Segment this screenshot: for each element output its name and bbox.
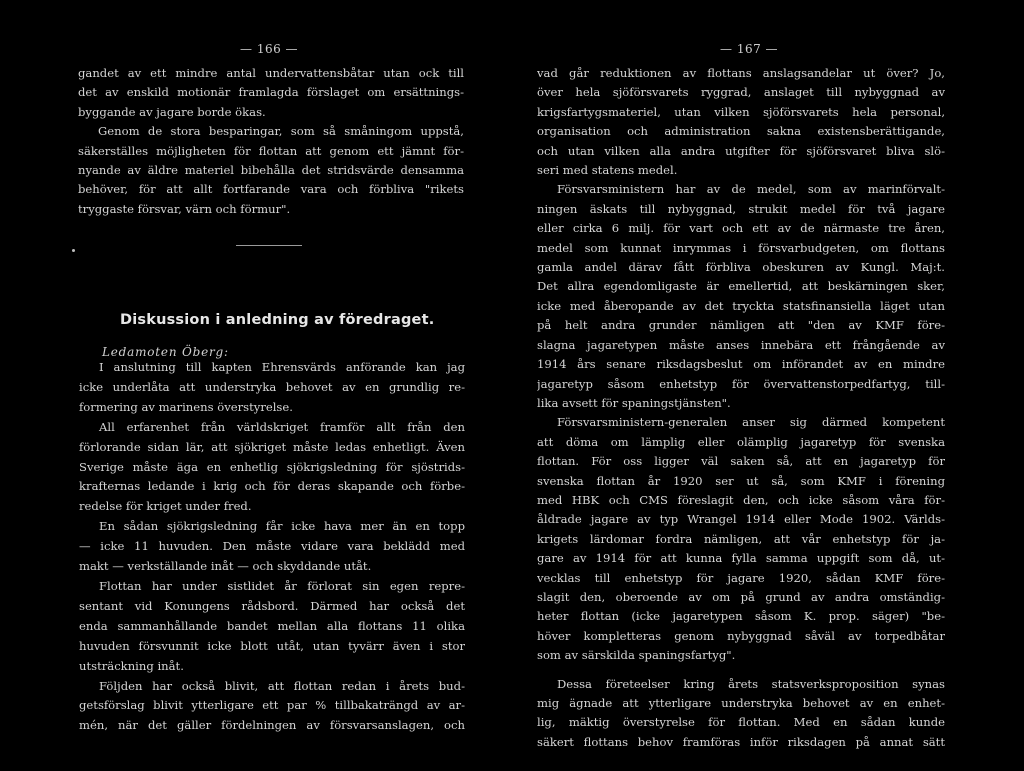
text-line: vecklas till enhetstyp för jagare 1920, sådan KMF före- [537,570,945,585]
text-line: mig ägnade att ytterligare understryka behovet av en enhet- [537,696,945,710]
text-line: sentant vid Konungens rådsbord. Därmed har också det [79,598,465,613]
text-line: — icke 11 huvuden. Den måste vidare vara beklädd med [79,539,465,554]
text-line: En sådan sjökrigsledning får icke hava mer än en topp [99,519,465,534]
text-line: gandet av ett mindre antal undervattensbåtar utan ock till [78,66,464,80]
text-line: Sverige måste äga en enhetlig sjökrigsledning för sjöstrids- [79,459,465,474]
page-number-left: — 166 — [240,42,299,56]
text-line: icke underlåta att understryka behovet av en grundlig re- [79,379,465,394]
text-line: eller cirka 6 milj. för vart och ett av de närmaste tre åren, [537,221,945,236]
page-number-right: — 167 — [720,42,779,56]
text-line: heter flottan (icke jagaretypen såsom K. prop. säger) "be- [537,609,945,624]
text-line: mén, när det gäller fördelningen av försvarsanslagen, och [79,718,465,733]
text-line: Försvarsministern har av de medel, som av marinförvalt- [557,182,945,197]
speaker-name: Ledamoten Öberg: [102,345,229,359]
text-line: att döma om lämplig eller olämplig jagaretyp för svenska [537,434,945,449]
text-line: krigsfartygsmateriel, utan vilken sjöförsvarets hela personal, [537,104,945,119]
text-line: krigets lärdomar fordra nämligen, att vår enhetstyp för ja- [537,531,945,546]
text-line: enda sammanhållande bandet mellan alla flottans 11 olika [79,618,465,633]
text-line: nyande av äldre materiel bibehålla det stridsvärde densamma [78,163,464,178]
text-line: seri med statens medel. [537,163,678,178]
text-line: förlorande sidan lär, att sjökriget måste ledas enhetligt. Även [79,439,465,454]
text-line: behöver, för att allt fortfarande vara och förbliva "rikets [78,182,464,197]
text-line: krafternas ledande i krig och för deras skapande och förbe- [79,479,465,494]
text-line: ningen äskats till nybyggnad, strukit medel för två jagare [537,201,945,216]
left-intro-text [78,64,464,219]
right-body-text [537,64,945,752]
scan-speck [72,249,75,252]
text-line: jagaretyp såsom enhetstyp för övervattenstorpedfartyg, till- [537,376,945,391]
text-line: flottan. För oss ligger väl saken så, att en jagaretyp för [537,454,945,469]
text-line: redelse för kriget under fred. [79,499,252,514]
text-line: svenska flottan år 1920 ser ut så, som KMF i förening [537,473,945,488]
text-line: Följden har också blivit, att flottan redan i årets bud- [99,678,465,693]
text-line: Dessa företeelser kring årets statsverksproposition synas [557,676,945,691]
text-line: utsträckning inåt. [79,658,184,673]
text-line: höver kompletteras genom nybyggnad såväl av torpedbåtar [537,628,945,643]
text-line: säkerställes möjligheten för flottan att genom ett jämnt för- [78,143,464,158]
text-line: lig, mäktig överstyrelse för flottan. Med en sådan kunde [537,715,945,730]
text-line: getsförslag blivit ytterligare ett par % tillbakaträngd av ar- [79,698,465,713]
text-line: Genom de stora besparingar, som så småningom uppstå, [98,124,464,139]
section-divider [236,245,302,246]
text-line: gare av 1914 för att kunna fylla samma uppgift som då, ut- [537,551,945,566]
text-line: Flottan har under sistlidet år förlorat sin egen repre- [99,578,465,593]
section-heading: Diskussion i anledning av föredraget. [120,312,435,328]
text-line: över hela sjöförsvarets ryggrad, anslaget till nybyggnad av [537,85,945,100]
left-body-text [79,358,465,736]
text-line: Det allra egendomligaste är emellertid, att beskärningen sker, [537,279,945,294]
text-line: All erfarenhet från världskriget framför allt från den [99,419,465,434]
text-line: makt — verkställande inåt — och skyddande utåt. [79,559,372,574]
right-page [512,0,1024,771]
text-line: slagna jagaretypen måste anses innebära ett frångående av [537,337,945,352]
text-line: Försvarsministern-generalen anser sig därmed kompetent [557,415,945,430]
text-line: slagit den, oberoende av om på grund av andra omständig- [537,589,945,604]
text-line: vad går reduktionen av flottans anslagsandelar ut över? Jo, [537,66,945,80]
text-line: säkert flottans behov framföras inför riksdagen på annat sätt [537,734,945,749]
text-line: åldrade jagare av typ Wrangel 1914 eller Mode 1902. Världs- [537,512,945,527]
text-line: byggande av jagare borde ökas. [78,104,266,119]
text-line: som av särskilda spaningsfartyg". [537,648,736,663]
text-line: icke med åberopande av det tryckta statsfinansiella läget utan [537,298,945,313]
text-line: med HBK och CMS föreslagit den, och icke såsom våra för- [537,492,945,507]
text-line: medel som kunnat inrymmas i försvarbudgeten, om flottans [537,240,945,255]
text-line: 1914 års senare riksdagsbeslut om införandet av en mindre [537,357,945,372]
text-line: och utan vilken alla andra utgifter för sjöförsvaret bliva slö- [537,143,945,158]
text-line: på helt andra grunder nämligen att "den av KMF före- [537,318,945,333]
text-line: tryggaste försvar, värn och förmur". [78,201,291,216]
text-line: lika avsett för spaningstjänsten". [537,395,731,410]
text-line: det av enskild motionär framlagda förslaget om ersättnings- [78,85,464,100]
text-line: huvuden försvunnit icke blott utåt, utan tyvärr även i stor [79,638,465,653]
text-line: organisation och administration sakna existensberättigande, [537,124,945,139]
text-line: formering av marinens överstyrelse. [79,399,293,414]
text-line: I anslutning till kapten Ehrensvärds anförande kan jag [99,360,465,374]
text-line: gamla andel därav fått förbliva obeskuren av Kungl. Maj:t. [537,260,945,275]
